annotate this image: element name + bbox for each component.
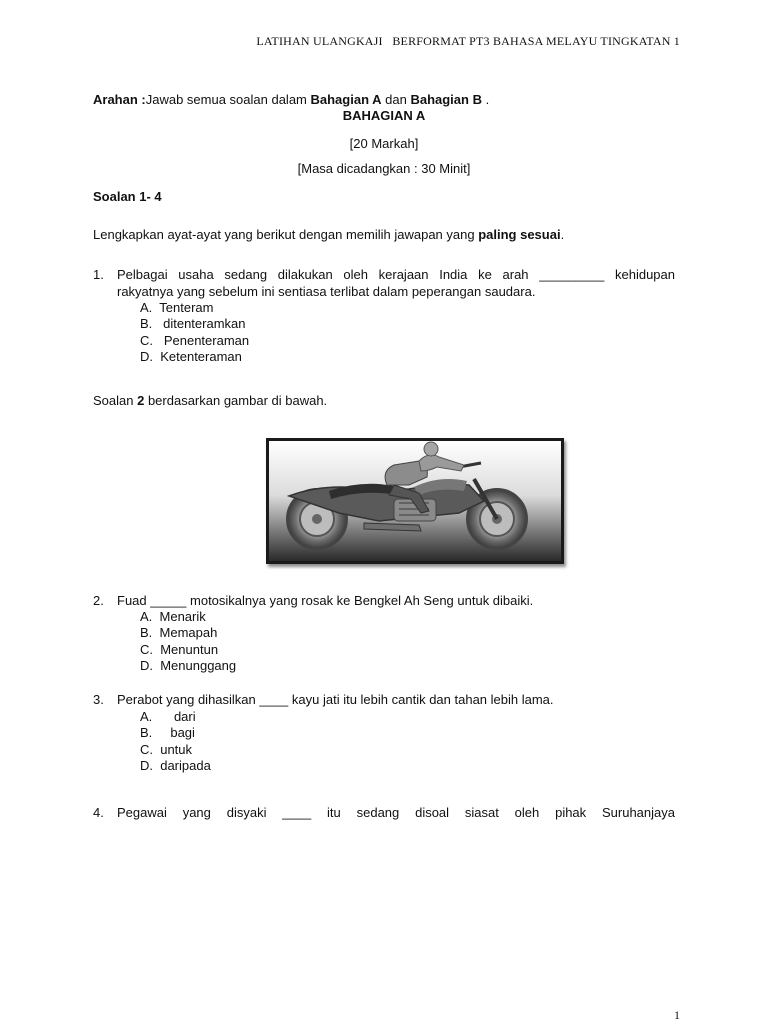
q2-text: Fuad _____ motosikalnya yang rosak ke Bengkel Ah Seng untuk dibaiki. — [117, 593, 534, 608]
page-number: 1 — [674, 1008, 680, 1022]
marks-label: [20 Markah] — [349, 136, 419, 151]
q4-text: Pegawai yang disyaki ____ itu sedang disoal siasat oleh pihak Suruhanjaya — [117, 805, 675, 820]
q2-option-d: D. Menunggang — [140, 658, 237, 673]
q1-number: 1. — [93, 267, 104, 282]
instructions-line: Arahan :Jawab semua soalan dalam Bahagian A dan Bahagian B . — [93, 92, 490, 107]
instruction-line: Lengkapkan ayat-ayat yang berikut dengan memilih jawapan yang paling sesuai. — [93, 227, 565, 242]
time-label: [Masa dicadangkan : 30 Minit] — [297, 161, 471, 176]
q3-option-a: A. dari — [140, 709, 196, 724]
q3-option-c: C. untuk — [140, 742, 193, 757]
q1-option-c: C. Penenteraman — [140, 333, 250, 348]
q3-option-b: B. bagi — [140, 725, 195, 740]
section-title: BAHAGIAN A — [342, 108, 426, 123]
soalan-range: Soalan 1- 4 — [93, 189, 162, 204]
q1-text-line2: rakyatnya yang sebelum ini sentiasa terlibat dalam peperangan saudara. — [117, 284, 536, 299]
q1-option-a: A. Tenteram — [140, 300, 214, 315]
arahan-label: Arahan : — [93, 92, 146, 107]
motorcycle-image — [266, 438, 564, 564]
page-header: LATIHAN ULANGKAJI BERFORMAT PT3 BAHASA MELAYU TINGKATAN 1 — [256, 34, 680, 48]
q2-option-c: C. Menuntun — [140, 642, 219, 657]
q1-option-d: D. Ketenteraman — [140, 349, 242, 364]
q1-option-b: B. ditenteramkan — [140, 316, 246, 331]
q2-number: 2. — [93, 593, 104, 608]
q3-text: Perabot yang dihasilkan ____ kayu jati itu lebih cantik dan tahan lebih lama. — [117, 692, 554, 707]
q3-number: 3. — [93, 692, 104, 707]
q2-option-b: B. Memapah — [140, 625, 218, 640]
q2-option-a: A. Menarik — [140, 609, 206, 624]
motorcycle-illustration — [269, 441, 561, 561]
q4-number: 4. — [93, 805, 104, 820]
q2-intro: Soalan 2 berdasarkan gambar di bawah. — [93, 393, 328, 408]
q1-text-line1: Pelbagai usaha sedang dilakukan oleh kerajaan India ke arah _________ kehidupan — [117, 267, 675, 282]
q3-option-d: D. daripada — [140, 758, 211, 773]
